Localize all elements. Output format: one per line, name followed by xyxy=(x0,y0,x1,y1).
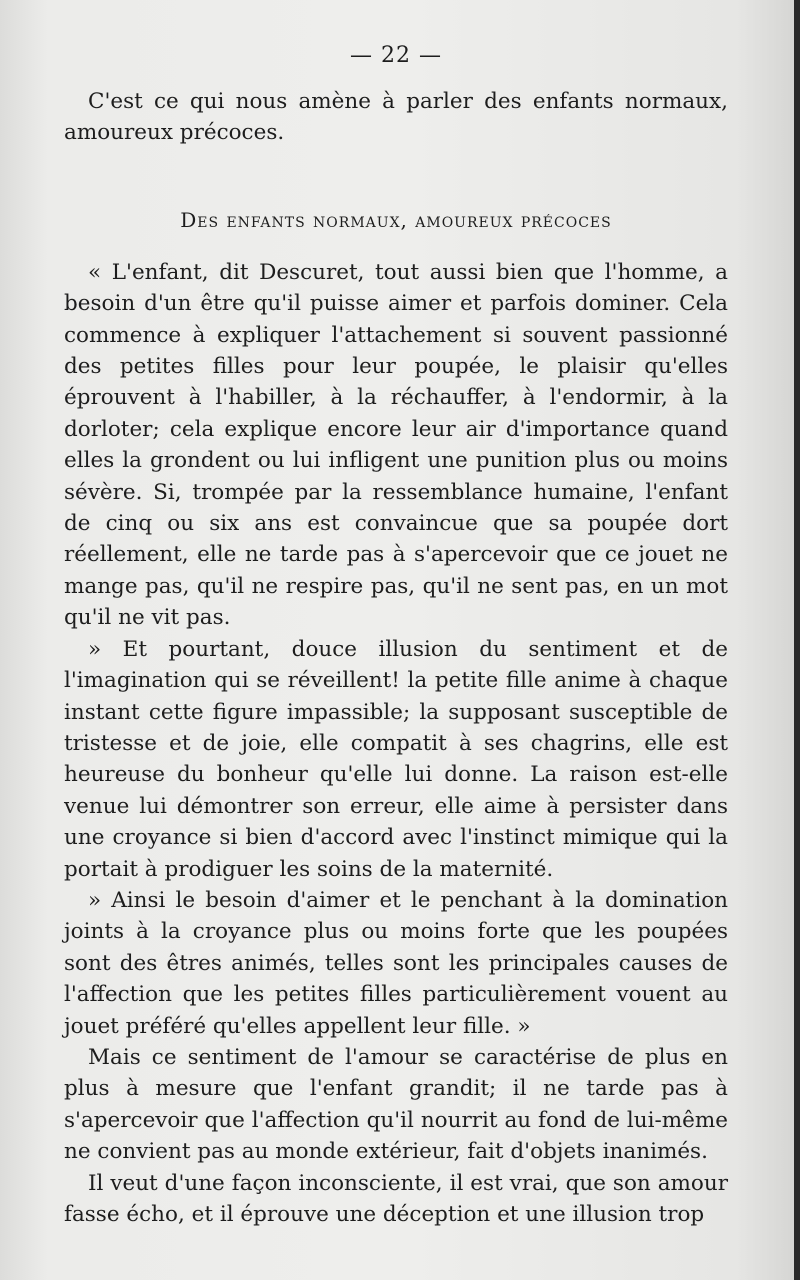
page-number-label: — 22 — xyxy=(350,43,442,68)
body-paragraph: Il veut d'une façon inconsciente, il est vrai, que son amour fasse écho, et il éprouve une déception et une illusion trop xyxy=(64,1170,728,1227)
body-paragraph: « L'enfant, dit Descuret, tout aussi bien que l'homme, a besoin d'un être qu'il puisse aimer et parfois dominer. Cela commence à expliquer l'attachement si souvent passionné des petites filles pour leur poupée, le plaisir qu'elles éprouvent à l'habiller, à la réchauffer, à l'endormir, à la dorloter; cela explique encore leur air d'importance quand elles la grondent ou lui infligent une punition plus ou moins sévère. Si, trompée par la ressemblance humaine, l'enfant de cinq ou six ans est convaincue que sa poupée dort réellement, elle ne tarde pas à s'apercevoir que ce jouet ne mange pas, qu'il ne respire pas, qu'il ne sent pas, en un mot qu'il ne vit pas. xyxy=(64,259,728,631)
body-paragraph: » Et pourtant, douce illusion du sentiment et de l'imagination qui se réveillent! la petite fille anime à chaque instant cette figure impassible; la supposant susceptible de tristesse et de joie, elle compatit à ses chagrins, elle est heureuse du bonheur qu'elle lui donne. La raison est-elle venue lui démontrer son erreur, elle aime à persister dans une croyance si bien d'accord avec l'instinct mimique qui la portait à prodiguer les soins de la maternité. xyxy=(64,636,728,882)
intro-paragraph: C'est ce qui nous amène à parler des enfants normaux, amoureux précoces. xyxy=(64,89,728,146)
page-number xyxy=(64,40,728,72)
page-text-block xyxy=(64,40,728,1230)
section-body xyxy=(64,257,728,1231)
body-paragraph: Mais ce sentiment de l'amour se caractérise de plus en plus à mesure que l'enfant grandit; il ne tarde pas à s'apercevoir que l'affection qu'il nourrit au fond de lui-même ne convient pas au monde extérieur, fait d'objets inanimés. xyxy=(64,1044,728,1165)
body-paragraph: » Ainsi le besoin d'aimer et le penchant à la domination joints à la croyance plus ou moins forte que les poupées sont des êtres animés, telles sont les principales causes de l'affection que les petites filles particulièrement vouent au jouet préféré qu'elles appellent leur fille. » xyxy=(64,887,728,1039)
page-edge xyxy=(794,0,800,1280)
section-heading: Des enfants normaux, amoureux précoces xyxy=(180,207,612,232)
